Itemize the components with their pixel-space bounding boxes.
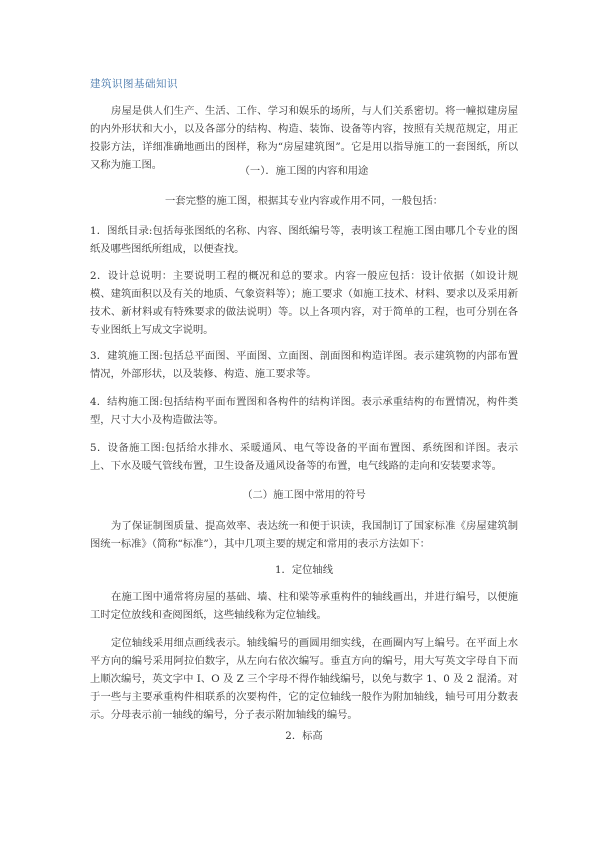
section-1-lead: 一套完整的施工图，根据其专业内容或作用不同，一般包括： (164, 195, 443, 207)
list-item-design-notes: 2．设计总说明：主要说明工程的概况和总的要求。内容一般应包括：设计依据（如设计规模、建筑面积以及有关的地质、气象资料等）；施工要求（如施工技术、材料、要求以及采用新技术、新材料或有特殊要求的做法说明）等。以上各项内容，对于简单的工程，也可分别在各专业图纸上写成文字说明。 (90, 270, 518, 336)
subsection-elevation-heading: 2．标高 (285, 730, 323, 742)
axis-paragraph-2: 定位轴线采用细点画线表示。轴线编号的画圆用细实线，在画圈内写上编号。在平面上水平方向的编号采用阿拉伯数字，从左向右依次编写。垂直方向的编号，用大写英文字母自下而上顺次编号，英文字中 I、O 及 Z 三个字母不得作轴线编号，以免与数字 1、0 及 2 混淆。对于一些与主要承重构件相联系的次要构件，它的定位轴线一般作为附加轴线，轴号可用分数表示。分母表示前一轴线的编号，分子表示附加轴线的编号。 (90, 637, 518, 721)
list-item-structural-drawings: 4．结构施工图:包括结构平面布置图和各构件的结构详图。表示承重结构的布置情况，构件类型，尺寸大小及构造做法等。 (90, 396, 518, 426)
section-1-heading: （一）．施工图的内容和用途 (239, 165, 369, 177)
subsection-axis-heading: 1．定位轴线 (274, 564, 334, 576)
intro-paragraph: 房屋是供人们生产、生活、工作、学习和娱乐的场所，与人们关系密切。将一幢拟建房屋的内外形状和大小，以及各部分的结构、构造、装饰、设备等内容，按照有关规范规定，用正投影方法，详细准确地画出的图样，称为“房屋建筑图”。它是用以指导施工的一套图纸，所以又称为施工图。 (90, 105, 518, 171)
list-item-drawing-index: 1．图纸目录:包括每张图纸的名称、内容、图纸编号等，表明该工程施工图由哪几个专业的图纸及哪些图纸所组成，以便查找。 (90, 225, 518, 255)
section-2-heading: （二）施工图中常用的符号 (242, 489, 366, 501)
axis-paragraph-1: 在施工图中通常将房屋的基础、墙、柱和梁等承重构件的轴线画出，并进行编号，以便施工时定位放线和查阅图纸，这些轴线称为定位轴线。 (90, 591, 518, 621)
list-item-equipment-drawings: 5．设备施工图:包括给水排水、采暖通风、电气等设备的平面布置图、系统图和详图。表示上、下水及暖气管线布置，卫生设备及通风设备等的布置，电气线路的走向和安装要求等。 (90, 442, 518, 472)
document-title: 建筑识图基础知识 (90, 78, 178, 90)
section-2-intro: 为了保证制图质量、提高效率、表达统一和便于识读，我国制订了国家标准《房屋建筑制图统一标准》（简称“标准”），其中几项主要的规定和常用的表示方法如下： (90, 520, 518, 550)
list-item-architectural-drawings: 3．建筑施工图:包括总平面图、平面图、立面图、剖面图和构造详图。表示建筑物的内部布置情况，外部形状，以及装修、构造、施工要求等。 (90, 350, 518, 380)
